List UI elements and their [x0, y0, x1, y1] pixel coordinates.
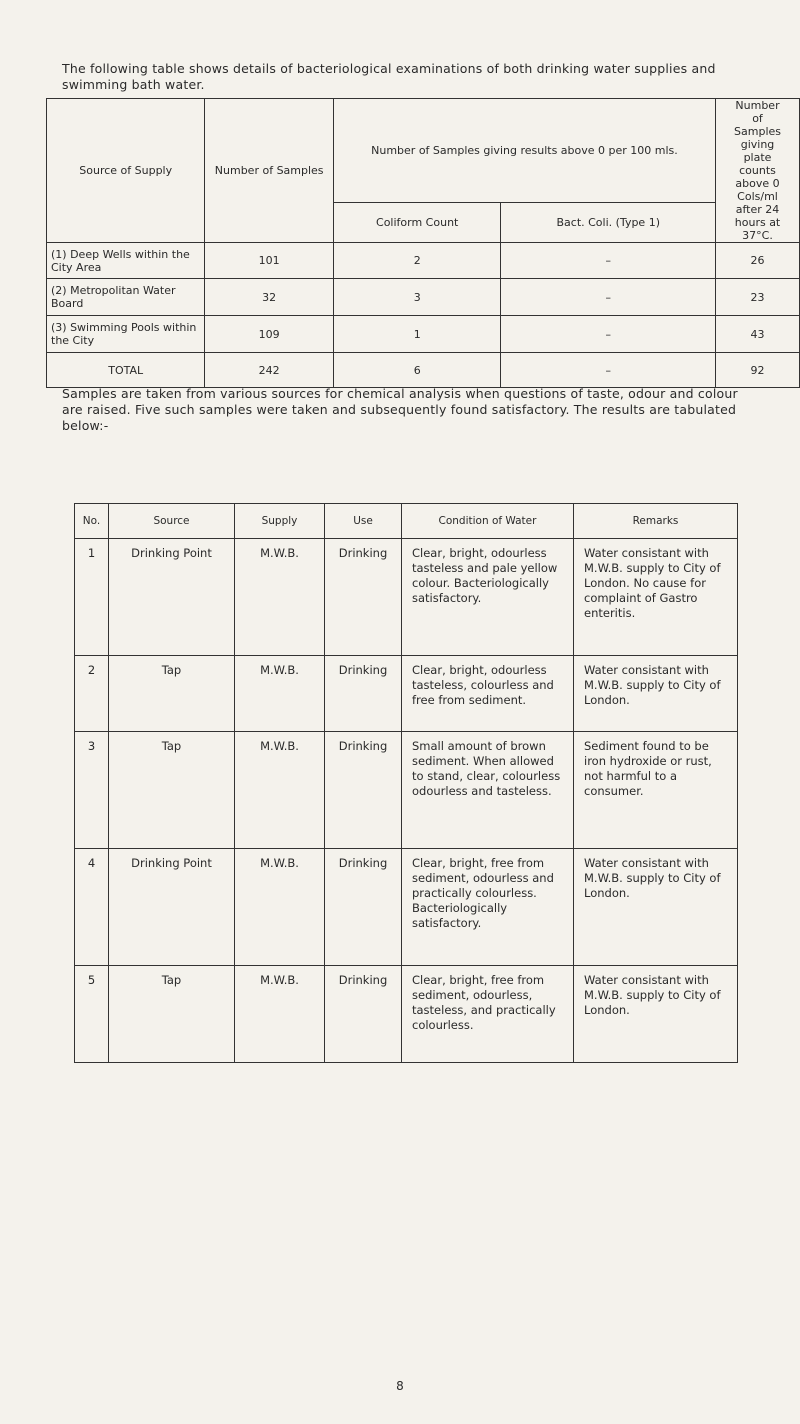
cell-source: Drinking Point	[109, 539, 235, 656]
cell-remarks: Water consistant with M.W.B. supply to City of London.	[574, 849, 738, 966]
table-row	[47, 316, 800, 353]
cell-remarks: Water consistant with M.W.B. supply to City of London. No cause for complaint of Gastro enteritis.	[574, 539, 738, 656]
cell-supply: M.W.B.	[235, 656, 325, 732]
cell-source: Tap	[109, 732, 235, 849]
col-use: Use	[325, 504, 402, 539]
cell-bact-coli: –	[501, 353, 716, 388]
cell-source: Drinking Point	[109, 849, 235, 966]
cell-remarks: Water consistant with M.W.B. supply to City of London.	[574, 966, 738, 1063]
cell-plate: 23	[716, 279, 800, 316]
cell-remarks: Sediment found to be iron hydroxide or rust, not harmful to a consumer.	[574, 732, 738, 849]
table-row	[75, 966, 738, 1063]
cell-plate: 92	[716, 353, 800, 388]
cell-supply: M.W.B.	[235, 732, 325, 849]
cell-remarks: Water consistant with M.W.B. supply to City of London.	[574, 656, 738, 732]
table-row	[75, 539, 738, 656]
cell-condition: Clear, bright, free from sediment, odourless and practically colourless. Bacteriologically satisfactory.	[402, 849, 574, 966]
cell-coliform: 3	[333, 279, 501, 316]
table-row	[75, 849, 738, 966]
cell-no: 2	[75, 656, 109, 732]
cell-use: Drinking	[325, 849, 402, 966]
cell-condition: Clear, bright, odourless tasteless and pale yellow colour. Bacteriologically satisfactory.	[402, 539, 574, 656]
cell-supply: M.W.B.	[235, 849, 325, 966]
col-results-above-zero: Number of Samples giving results above 0 per 100 mls.	[333, 99, 715, 203]
table-row-total	[47, 353, 800, 388]
chemical-analysis-table	[74, 503, 738, 1063]
cell-source: (1) Deep Wells within the City Area	[47, 243, 205, 279]
cell-source: Tap	[109, 656, 235, 732]
cell-condition: Clear, bright, free from sediment, odourless, tasteless, and practically colourless.	[402, 966, 574, 1063]
cell-coliform: 2	[333, 243, 501, 279]
table-row	[75, 656, 738, 732]
cell-no: 4	[75, 849, 109, 966]
col-source-of-supply: Source of Supply	[47, 99, 205, 243]
cell-condition: Small amount of brown sediment. When allowed to stand, clear, colourless odourless and tasteless.	[402, 732, 574, 849]
cell-coliform: 1	[333, 316, 501, 353]
cell-plate: 43	[716, 316, 800, 353]
cell-source: Tap	[109, 966, 235, 1063]
cell-supply: M.W.B.	[235, 966, 325, 1063]
cell-no: 3	[75, 732, 109, 849]
cell-source: TOTAL	[47, 353, 205, 388]
cell-bact-coli: –	[501, 279, 716, 316]
cell-use: Drinking	[325, 966, 402, 1063]
table-row	[47, 279, 800, 316]
cell-num: 101	[205, 243, 334, 279]
cell-plate: 26	[716, 243, 800, 279]
bacteriological-table	[46, 98, 800, 388]
cell-use: Drinking	[325, 732, 402, 849]
col-remarks: Remarks	[574, 504, 738, 539]
col-coliform-count: Coliform Count	[333, 202, 501, 242]
cell-supply: M.W.B.	[235, 539, 325, 656]
cell-num: 242	[205, 353, 334, 388]
cell-no: 1	[75, 539, 109, 656]
cell-bact-coli: –	[501, 316, 716, 353]
cell-coliform: 6	[333, 353, 501, 388]
col-number-of-samples: Number of Samples	[205, 99, 334, 243]
cell-source: (3) Swimming Pools within the City	[47, 316, 205, 353]
cell-use: Drinking	[325, 656, 402, 732]
page-number: 8	[396, 1379, 404, 1393]
cell-source: (2) Metropolitan Water Board	[47, 279, 205, 316]
col-plate-counts: Number of Samples giving plate counts above 0 Cols/ml after 24 hours at 37°C.	[716, 99, 800, 243]
table-row	[47, 243, 800, 279]
cell-bact-coli: –	[501, 243, 716, 279]
col-bact-coli: Bact. Coli. (Type 1)	[501, 202, 716, 242]
cell-use: Drinking	[325, 539, 402, 656]
table-row	[75, 732, 738, 849]
col-supply: Supply	[235, 504, 325, 539]
cell-no: 5	[75, 966, 109, 1063]
cell-condition: Clear, bright, odourless tasteless, colourless and free from sediment.	[402, 656, 574, 732]
chemical-analysis-paragraph: Samples are taken from various sources for chemical analysis when questions of taste, odour and colour are raised. Five such samples were taken and subsequently found satisfactory. The results are tabulated below:-	[62, 385, 738, 433]
col-condition: Condition of Water	[402, 504, 574, 539]
cell-num: 109	[205, 316, 334, 353]
cell-num: 32	[205, 279, 334, 316]
col-source: Source	[109, 504, 235, 539]
col-no: No.	[75, 504, 109, 539]
intro-paragraph: The following table shows details of bacteriological examinations of both drinking water supplies and swimming bath water.	[62, 60, 716, 92]
